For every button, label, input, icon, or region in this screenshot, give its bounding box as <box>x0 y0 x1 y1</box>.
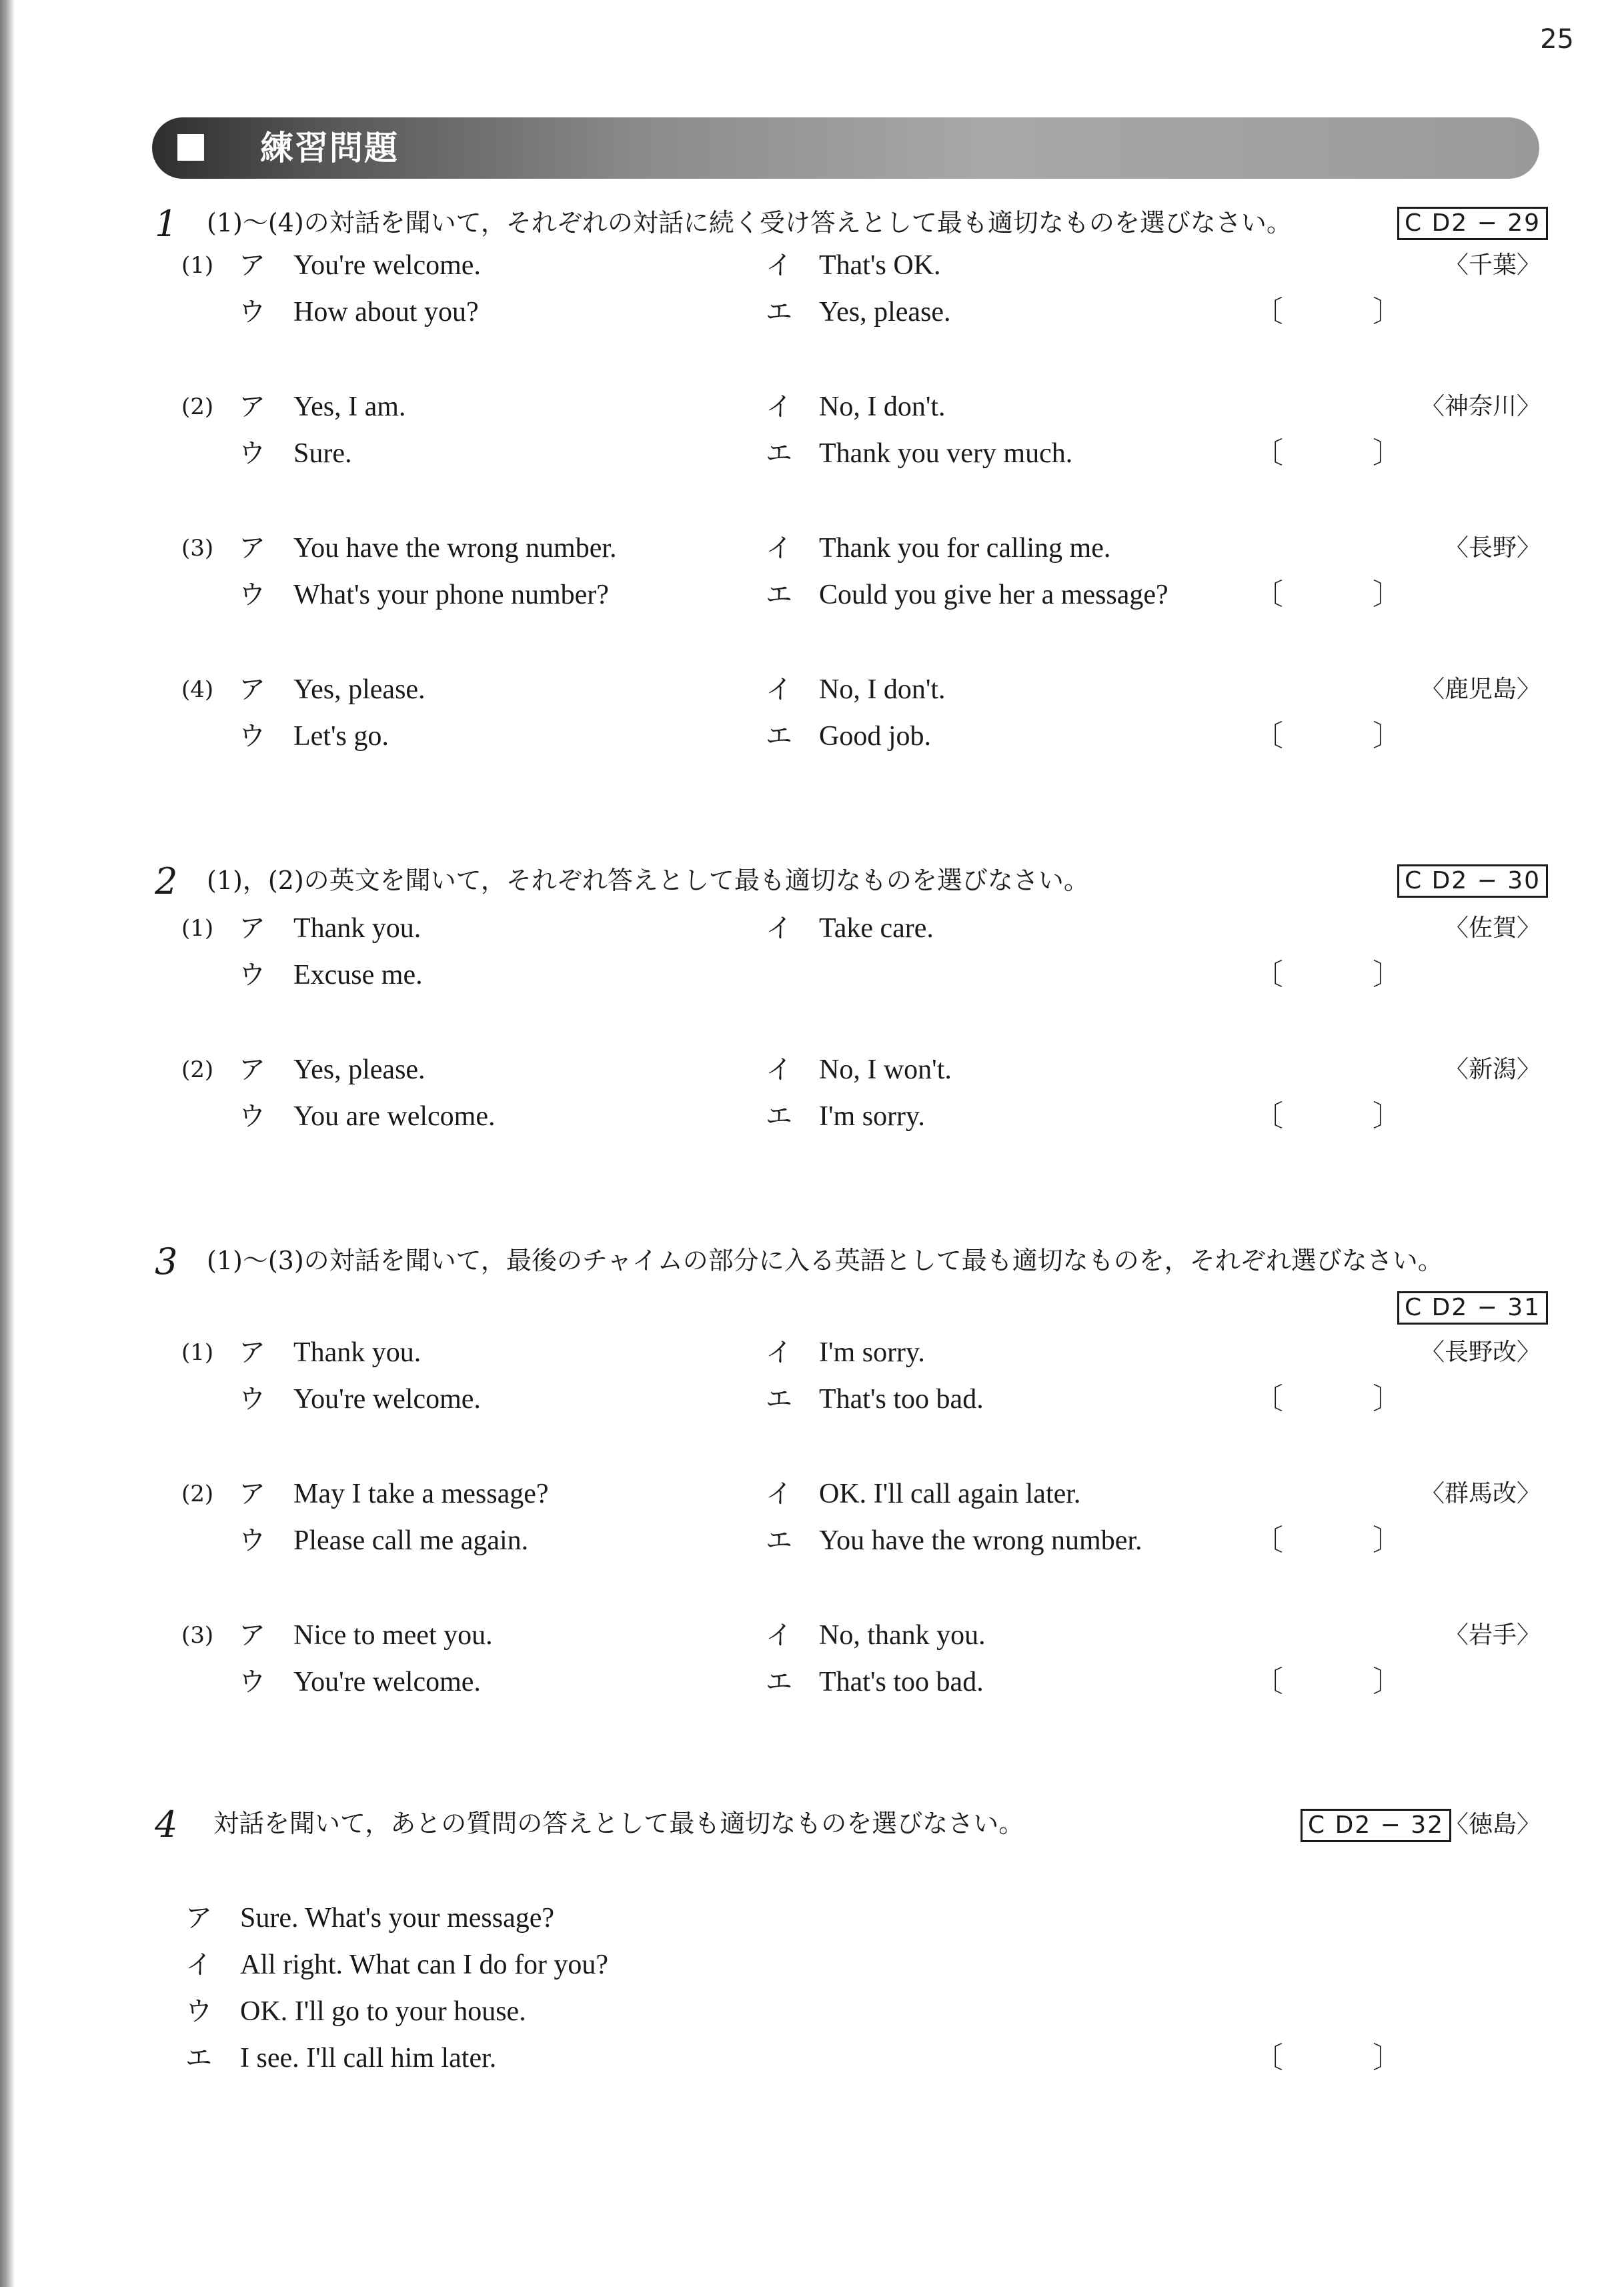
choice-text: That's too bad. <box>819 1384 984 1415</box>
answer-bracket-close: 〕 <box>1373 1665 1402 1699</box>
answer-bracket-close: 〕 <box>1373 295 1402 329</box>
answer-bracket-close: 〕 <box>1373 719 1402 753</box>
cd-track-label: C D2 − 31 <box>1397 1291 1548 1325</box>
answer-bracket-open[interactable]: 〔 <box>1254 436 1283 470</box>
choice-text: Yes, please. <box>293 1054 426 1085</box>
choice-text: No, I don't. <box>819 392 946 422</box>
choice-text: No, thank you. <box>819 1620 986 1651</box>
question-number: 4 <box>155 1803 178 1845</box>
choice-text: Sure. <box>293 438 352 469</box>
choice-key: ア <box>239 913 265 944</box>
choice-key: ウ <box>239 1667 265 1697</box>
source-prefecture: 〈長野改〉 <box>1420 1339 1541 1366</box>
choice-key: イ <box>766 674 792 705</box>
choice-key: イ <box>766 250 792 281</box>
choice-key: ア <box>239 1479 265 1509</box>
choice-key: ウ <box>239 1384 265 1415</box>
choice-text: Let's go. <box>293 721 389 752</box>
choice-text: Excuse me. <box>293 960 423 990</box>
choice-text: Good job. <box>819 721 931 752</box>
choice-text: Thank you for calling me. <box>819 533 1111 564</box>
choice-text: Nice to meet you. <box>293 1620 493 1651</box>
answer-bracket-open[interactable]: 〔 <box>1254 1523 1283 1557</box>
answer-bracket-close: 〕 <box>1373 578 1402 612</box>
answer-bracket-open[interactable]: 〔 <box>1254 578 1283 612</box>
choice-key: ウ <box>185 1996 212 2027</box>
choice-key: イ <box>766 1054 792 1085</box>
answer-bracket-open[interactable]: 〔 <box>1254 719 1283 753</box>
choice-key: イ <box>766 392 792 422</box>
choice-key: イ <box>766 1337 792 1368</box>
source-prefecture: 〈岩手〉 <box>1444 1621 1541 1649</box>
choice-text: Take care. <box>819 913 934 944</box>
choice-key: ウ <box>239 721 265 752</box>
choice-text: You have the wrong number. <box>293 533 617 564</box>
item-label: (3) <box>181 1622 214 1649</box>
choice-text: Yes, please. <box>293 674 426 705</box>
choice-text: Thank you. <box>293 1337 422 1368</box>
item-label: (1) <box>181 915 214 942</box>
item-label: (1) <box>181 252 214 279</box>
choice-text: I'm sorry. <box>819 1337 925 1368</box>
source-prefecture: 〈神奈川〉 <box>1420 393 1541 420</box>
item-label: (3) <box>181 535 214 562</box>
answer-bracket-close: 〕 <box>1373 436 1402 470</box>
choice-text: Yes, I am. <box>293 392 406 422</box>
cd-track-label: C D2 − 32 <box>1301 1809 1451 1842</box>
answer-bracket-open[interactable]: 〔 <box>1254 1382 1283 1416</box>
choice-text: May I take a message? <box>293 1479 549 1509</box>
choice-key: ア <box>239 1337 265 1368</box>
cd-track-label: C D2 − 29 <box>1397 207 1548 240</box>
question-text: 対話を聞いて，あとの質問の答えとして最も適切なものを選びなさい。 <box>213 1809 1024 1838</box>
choice-key: ウ <box>239 960 265 990</box>
choice-key: ア <box>239 250 265 281</box>
choice-text: Sure. What's your message? <box>240 1903 555 1934</box>
item-label: (1) <box>181 1339 214 1366</box>
question-text: (1)〜(3)の対話を聞いて，最後のチャイムの部分に入る英語として最も適切なものを，それぞれ選びなさい。 <box>207 1246 1443 1275</box>
source-prefecture: 〈鹿児島〉 <box>1420 676 1541 703</box>
question-text: (1)，(2)の英文を聞いて，それぞれ答えとして最も適切なものを選びなさい。 <box>207 866 1089 895</box>
item-label: (2) <box>181 1481 214 1507</box>
choice-key: エ <box>185 2043 212 2074</box>
choice-key: ア <box>239 674 265 705</box>
choice-text: No, I won't. <box>819 1054 952 1085</box>
choice-key: ウ <box>239 297 265 327</box>
question-number: 2 <box>155 860 178 902</box>
source-prefecture: 〈群馬改〉 <box>1420 1480 1541 1507</box>
choice-text: You're welcome. <box>293 1384 481 1415</box>
choice-key: イ <box>766 913 792 944</box>
answer-bracket-open[interactable]: 〔 <box>1254 1665 1283 1699</box>
choice-key: エ <box>766 1525 792 1556</box>
answer-bracket-close: 〕 <box>1373 1382 1402 1416</box>
choice-text: Thank you very much. <box>819 438 1073 469</box>
source-prefecture: 〈徳島〉 <box>1444 1811 1541 1838</box>
choice-text: Thank you. <box>293 913 422 944</box>
question-number: 1 <box>155 203 178 245</box>
answer-bracket-open[interactable]: 〔 <box>1254 2041 1283 2075</box>
choice-text: You're welcome. <box>293 1667 481 1697</box>
choice-key: ア <box>239 392 265 422</box>
choice-text: You're welcome. <box>293 250 481 281</box>
choice-text: How about you? <box>293 297 479 327</box>
choice-key: イ <box>185 1950 212 1980</box>
choice-key: エ <box>766 1384 792 1415</box>
source-prefecture: 〈新潟〉 <box>1444 1056 1541 1083</box>
choice-key: ア <box>185 1903 212 1934</box>
choice-key: エ <box>766 580 792 610</box>
choice-key: ア <box>239 1054 265 1085</box>
source-prefecture: 〈佐賀〉 <box>1444 914 1541 942</box>
cd-track-label: C D2 − 30 <box>1397 864 1548 898</box>
choice-key: ア <box>239 533 265 564</box>
choice-text: That's OK. <box>819 250 941 281</box>
banner-square-icon <box>177 134 204 161</box>
choice-key: ア <box>239 1620 265 1651</box>
section-title: 練習問題 <box>260 129 399 167</box>
choice-text: Yes, please. <box>819 297 951 327</box>
choice-key: エ <box>766 1101 792 1132</box>
choice-key: ウ <box>239 580 265 610</box>
answer-bracket-open[interactable]: 〔 <box>1254 958 1283 992</box>
source-prefecture: 〈長野〉 <box>1444 534 1541 562</box>
answer-bracket-close: 〕 <box>1373 2041 1402 2075</box>
item-label: (2) <box>181 394 214 420</box>
choice-text: You have the wrong number. <box>819 1525 1142 1556</box>
question-number: 3 <box>155 1241 178 1283</box>
choice-key: エ <box>766 438 792 469</box>
choice-key: エ <box>766 297 792 327</box>
answer-bracket-close: 〕 <box>1373 1523 1402 1557</box>
choice-text: No, I don't. <box>819 674 946 705</box>
choice-text: Could you give her a message? <box>819 580 1168 610</box>
choice-key: ウ <box>239 1525 265 1556</box>
choice-key: イ <box>766 1479 792 1509</box>
choice-key: イ <box>766 533 792 564</box>
choice-key: エ <box>766 721 792 752</box>
question-text: (1)〜(4)の対話を聞いて，それぞれの対話に続く受け答えとして最も適切なものを選びなさい。 <box>207 208 1292 237</box>
choice-text: All right. What can I do for you? <box>240 1950 609 1980</box>
choice-text: OK. I'll go to your house. <box>240 1996 526 2027</box>
choice-text: What's your phone number? <box>293 580 609 610</box>
source-prefecture: 〈千葉〉 <box>1444 251 1541 279</box>
choice-key: エ <box>766 1667 792 1697</box>
choice-text: OK. I'll call again later. <box>819 1479 1081 1509</box>
choice-key: ウ <box>239 1101 265 1132</box>
answer-bracket-close: 〕 <box>1373 958 1402 992</box>
choice-text: I see. I'll call him later. <box>240 2043 497 2074</box>
item-label: (4) <box>181 676 214 703</box>
item-label: (2) <box>181 1056 214 1083</box>
choice-key: ウ <box>239 438 265 469</box>
choice-key: イ <box>766 1620 792 1651</box>
choice-text: I'm sorry. <box>819 1101 925 1132</box>
choice-text: That's too bad. <box>819 1667 984 1697</box>
answer-bracket-close: 〕 <box>1373 1099 1402 1133</box>
page-number: 25 <box>1540 24 1574 55</box>
choice-text: Please call me again. <box>293 1525 529 1556</box>
choice-text: You are welcome. <box>293 1101 496 1132</box>
page-edge-shadow <box>0 0 15 2287</box>
answer-bracket-open[interactable]: 〔 <box>1254 295 1283 329</box>
answer-bracket-open[interactable]: 〔 <box>1254 1099 1283 1133</box>
